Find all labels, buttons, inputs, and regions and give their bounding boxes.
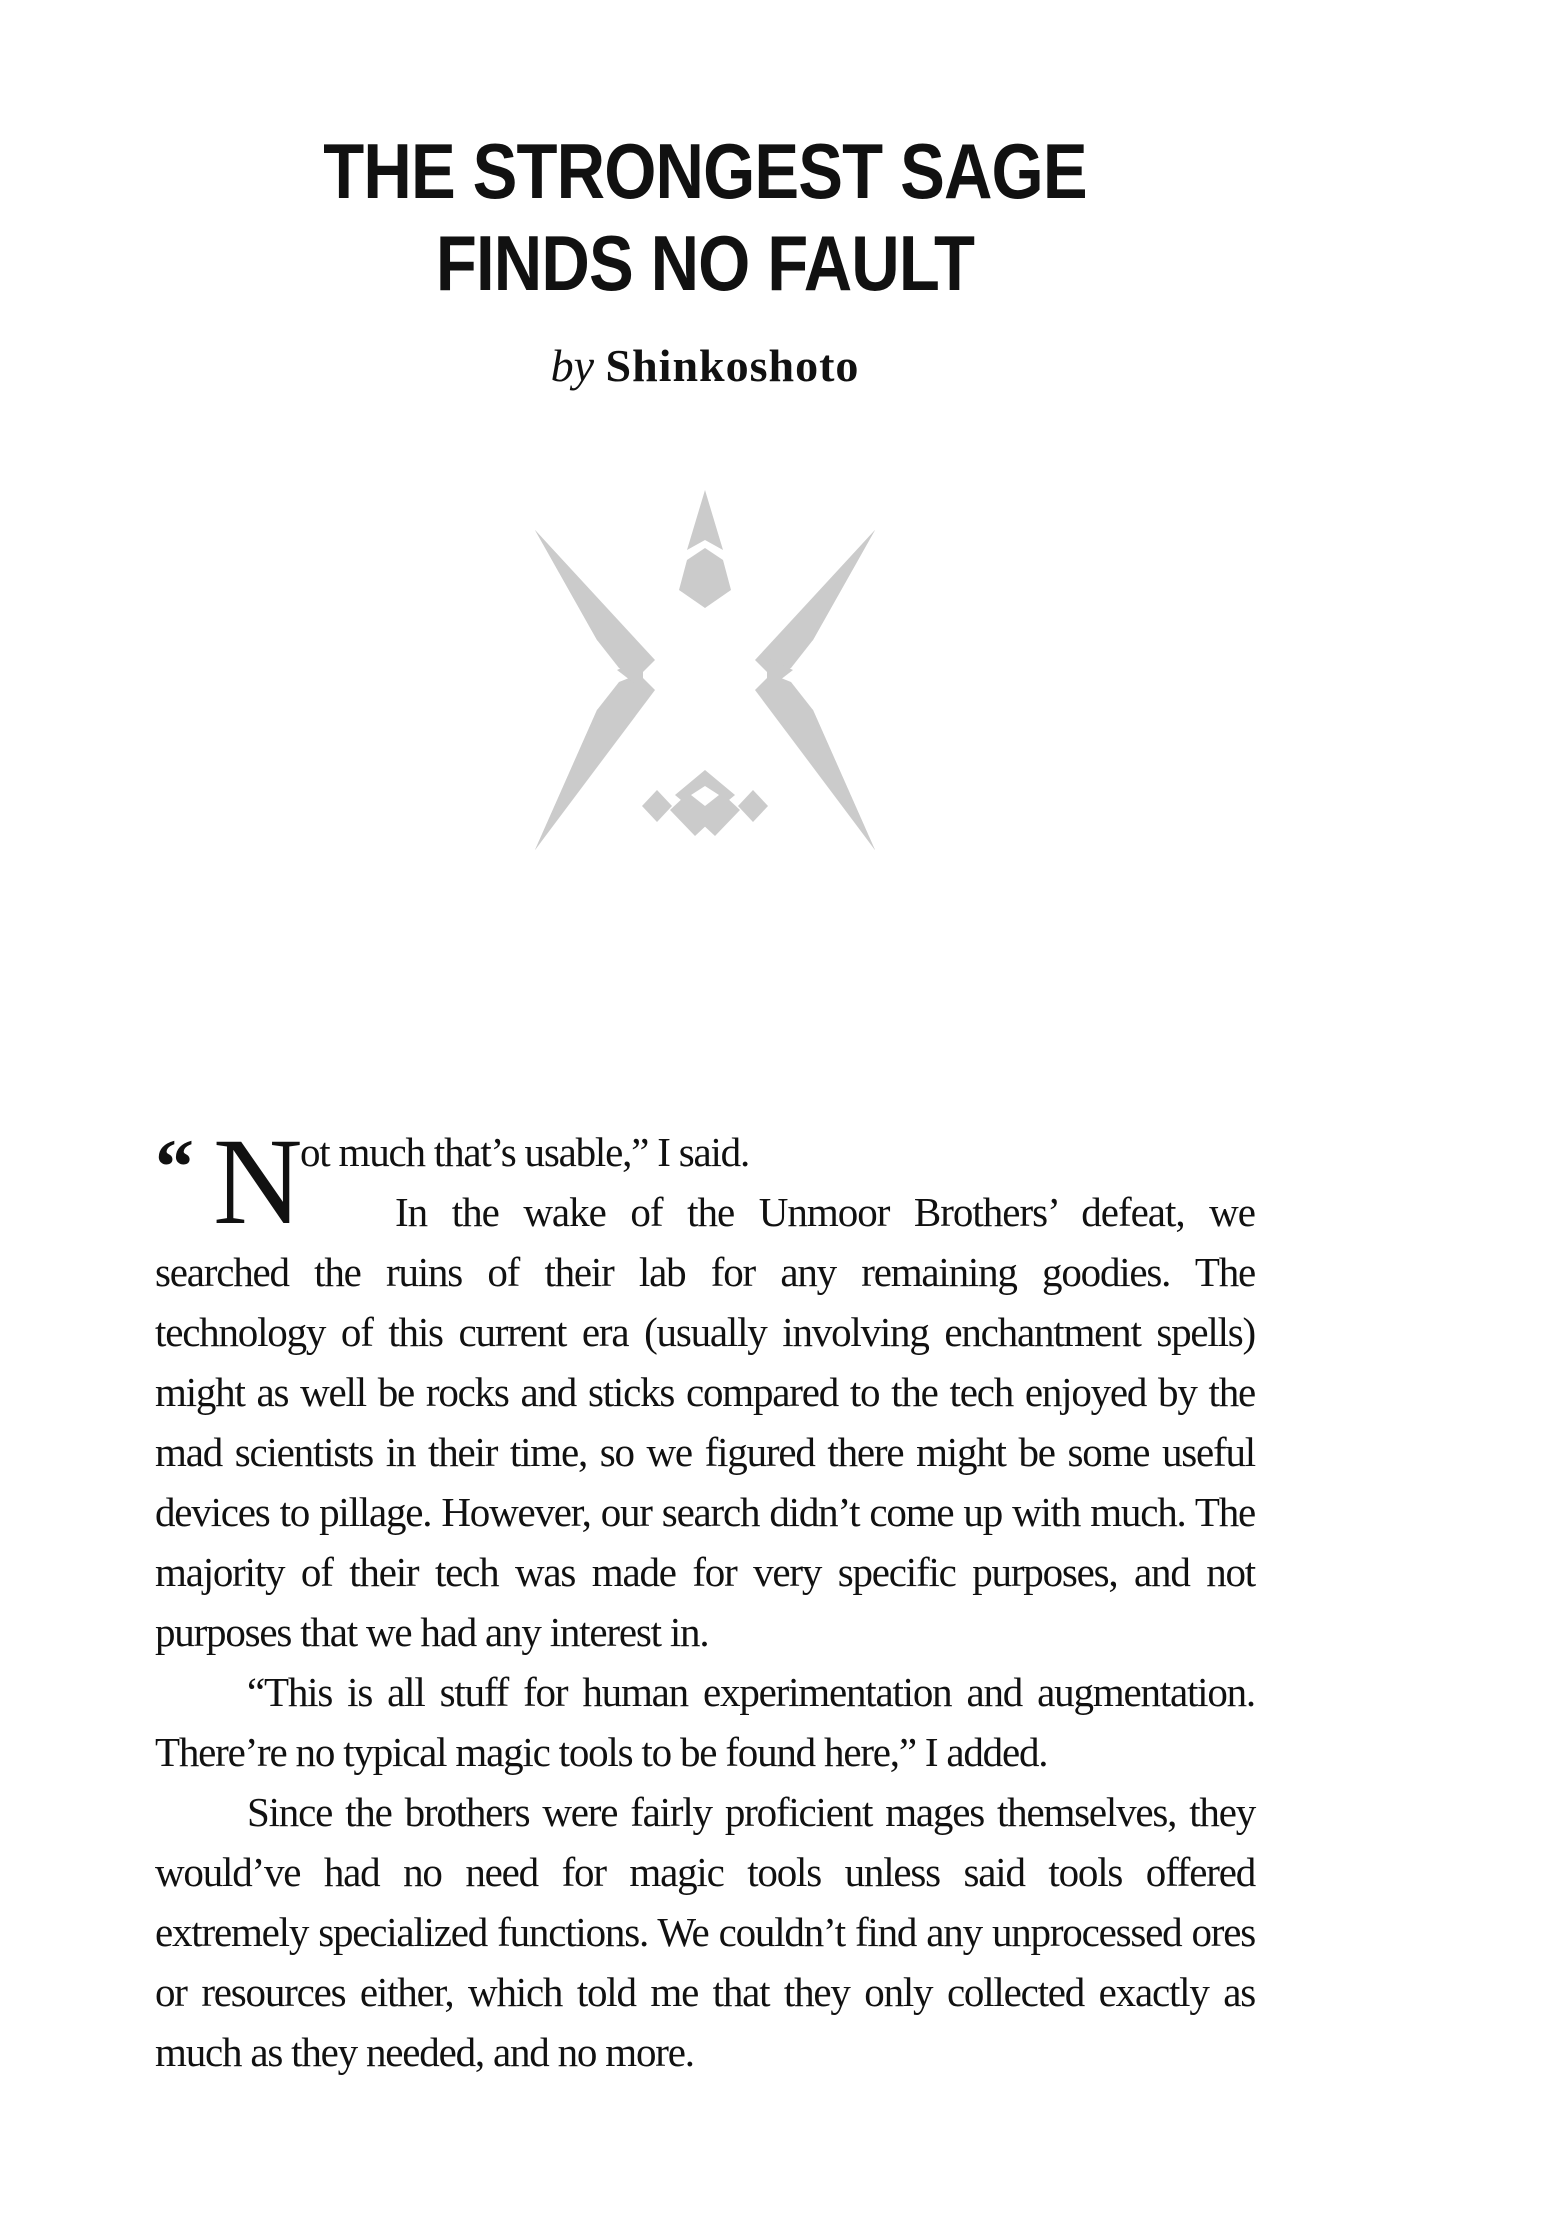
paragraph-1-rest: searched the ruins of their lab for any remaining goodies. The technology of this current era (usually involving enchantment spells) might as well be rocks and sticks compared to the tech enjoyed by the mad scientists in their time, so we figured there might be some useful devices to pillage. However, our search didn’t come up with much. The majority of their tech was made for very specific purposes, and not purposes that we had any interest in.: [155, 1249, 1255, 1655]
paragraph-1-first-line: In the wake of the Unmoor Brothers’ defeat, we: [395, 1189, 1255, 1235]
byline: [0, 338, 1410, 394]
title-line-1: THE STRONGEST SAGE: [323, 127, 1087, 215]
star-sigil-icon: [535, 490, 875, 860]
first-line: ot much that’s usable,” I said.: [300, 1129, 749, 1175]
paragraph-3: Since the brothers were fairly proficient mages themselves, they would’ve had no need for magic tools unless said tools offered extremely specialized functions. We couldn’t find any unprocessed ores or resources either, which told me that they only collected exactly as much as they needed, and no more.: [155, 1789, 1255, 2075]
drop-cap: N: [213, 1113, 303, 1250]
byline-by: by: [550, 340, 594, 391]
chapter-title: [0, 125, 1410, 309]
story-text: [155, 1242, 1255, 2082]
paragraph-2: “This is all stuff for human experimentation and augmentation. There’re no typical magic tools to be found here,” I added.: [155, 1669, 1255, 1775]
opening-quote: “: [155, 1123, 190, 1210]
title-line-2: FINDS NO FAULT: [435, 219, 975, 307]
author-name: Shinkoshoto: [605, 340, 860, 391]
